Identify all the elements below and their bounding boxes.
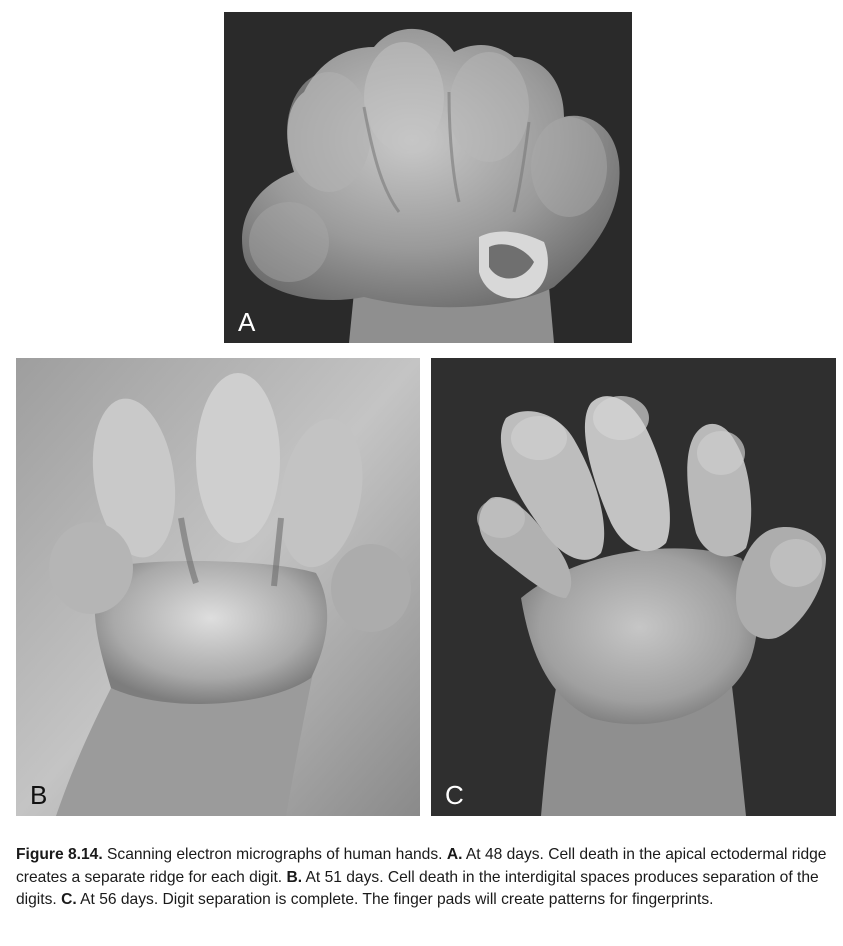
caption-intro: Scanning electron micrographs of human hands. xyxy=(102,846,447,863)
micrograph-panel-a xyxy=(224,12,632,343)
caption-a-label: A. xyxy=(446,846,463,863)
figure-number: Figure 8.14. xyxy=(16,846,103,863)
micrograph-c-image xyxy=(431,358,836,816)
panel-label-c: C xyxy=(445,780,464,810)
panel-label-a: A xyxy=(238,307,256,337)
caption-c-label: C. xyxy=(61,891,77,908)
caption-b-text: At 51 days. Cell death in the interdigital spaces produces separation of the digits. xyxy=(16,868,819,908)
figure-caption xyxy=(16,844,834,912)
caption-a-text: At 48 days. Cell death in the apical ectodermal ridge creates a separate ridge for each digit. xyxy=(16,846,827,886)
caption-b-label: B. xyxy=(286,868,303,886)
micrograph-panel-c xyxy=(431,358,836,816)
micrograph-a-image xyxy=(224,12,632,343)
panel-label-b: B xyxy=(30,780,48,810)
caption-c-text: At 56 days. Digit separation is complete. The finger pads will create patterns for fingerprints. xyxy=(76,891,714,908)
micrograph-panel-b xyxy=(16,358,420,816)
micrograph-b-image xyxy=(16,358,420,816)
